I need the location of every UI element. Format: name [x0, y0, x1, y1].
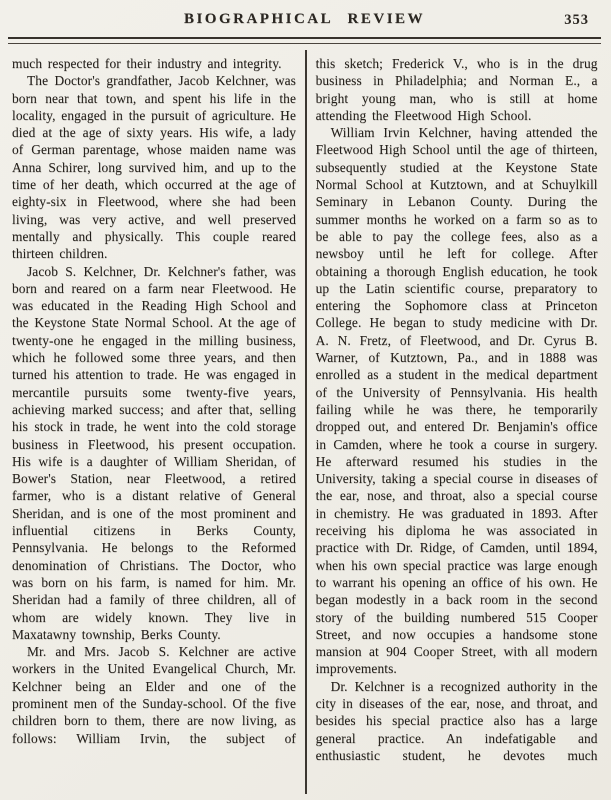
paragraph: much respected for their industry and integrity.: [12, 56, 282, 71]
column-divider: [305, 50, 307, 794]
paragraph: William Irvin Kelchner, having attended the Fleetwood High School until the age of thirteen, subsequently studied at the Keystone State Normal School at Kutztown, and at Schuylkill Seminary in Lebanon County. During the summer months he worked on a farm so as to be able to pay the college fees, also as a newsboy until he left for college. After obtaining a thorough English education, he took up the Latin scientific course, preparatory to entering the Sophomore class at Princeton College. He began to study medicine with Dr. A. N. Fretz, of Fleetwood, and Dr. Cyrus B. Warner, of Kutztown, Pa., and in 1888 was enrolled as a student in the medical department of the University of Pennsylvania. His health failing while he was there, he temporarily dropped out, and entered Dr. Benjamin's office in Camden, where he took a course in surgery. He afterward resumed his studies in the University, taking a special course in diseases of the ear, nose, and throat, also a special course in chemistry. He was graduated in 1893. After receiving his diploma he was associated in practice with Dr. Ridge, of Camden, until 1894, when his own special practice was large enough to warrant his opening an office of his own. He began modestly in a back room in the second story of the building numbered 515 Cooper Street, and now occupies a handsome stone mansion at 904 Cooper Street, with all modern improvements.: [315, 125, 598, 677]
left-column: [12, 50, 296, 794]
paragraph: Jacob S. Kelchner, Dr. Kelchner's father, was born and reared on a farm near Fleetwood. He was educated in the Reading High School and the Keystone State Normal School. At the age of twenty-one he engaged in the milling business, which he followed some three years, and then turned his attention to trade. He was engaged in mercantile pursuits some twenty-five years, achieving marked success; and after that, selling his stock in trade, he went into the cold storage business in Fleetwood, his present occupation. His wife is a daughter of William Sheridan, of Bower's Station, near Fleetwood, a retired farmer, who is a distant relative of General Sheridan, and is one of the most prominent and influential citizens in Berks County, Pennsylvania. He belongs to the Reformed denomination of Christians. The Doctor, who was born on his farm, is named for him. Mr. Sheridan had a family of three children, all of whom are widely known. They live in Maxatawny township, Berks County.: [12, 263, 296, 642]
paragraph: The Doctor's grandfather, Jacob Kelchner, was born near that town, and spent his life in the locality, engaged in the pursuit of agriculture. He died at the age of sixty years. His wife, a lady of German parentage, whose maiden name was Anna Schirer, long survived him, and up to the time of her death, which occurred at the age of eighty-six in Fleetwood, where she had been living, was very active, and well preserved mentally and physically. This couple reared thirteen children.: [12, 73, 296, 262]
text-columns: [12, 50, 598, 794]
page-header: [12, 11, 597, 35]
right-column: [316, 50, 598, 794]
page-number: 353: [564, 12, 589, 28]
running-title: BIOGRAPHICAL REVIEW: [183, 11, 426, 27]
header-rule: [8, 37, 601, 44]
paragraph: Mr. and Mrs. Jacob S. Kelchner are active workers in the United Evangelical Church, Mr. Kelchner being an Elder and one of the prominent men of the Sunday-school. Of the five children born to them, there are now living, as follows: William Irvin, the subject of: [12, 644, 296, 746]
paragraph: this sketch; Frederick V., who is in the drug business in Philadelphia; and Norman E., a bright young man, who is still at home attending the Fleetwood High School.: [315, 56, 598, 123]
paragraph: Dr. Kelchner is a recognized authority in the city in diseases of the ear, nose, and throat, and besides his special practice also has a large general practice. An indefatigable and enthusiastic student, he devotes much: [315, 678, 598, 763]
